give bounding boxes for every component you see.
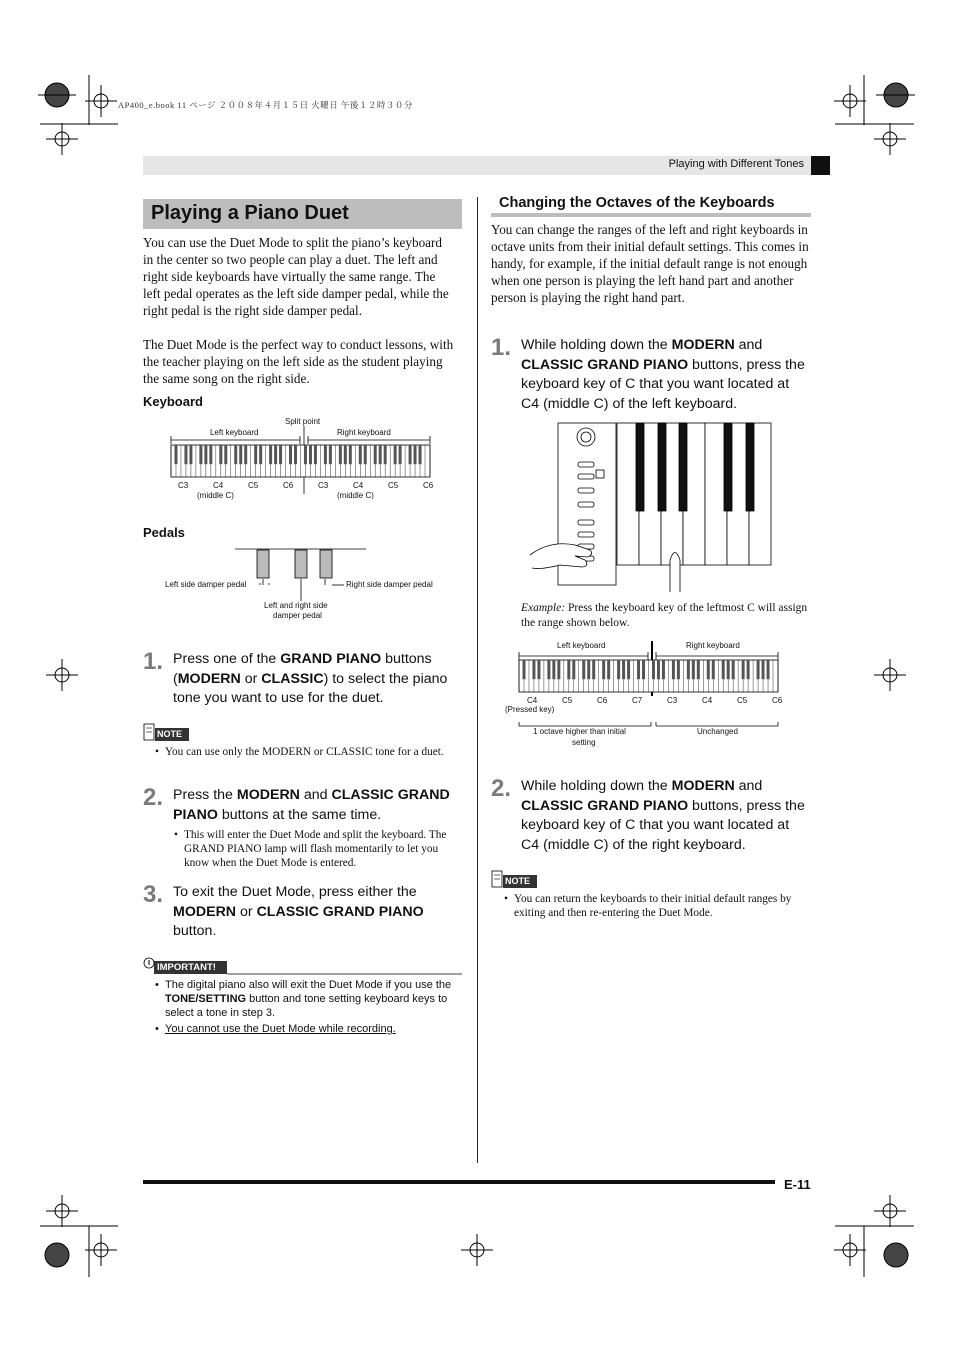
black-key	[419, 445, 422, 464]
range-note-label: C4	[527, 696, 538, 705]
black-key	[697, 660, 700, 679]
black-key	[687, 660, 690, 679]
black-key	[582, 660, 585, 679]
octave-step-2-text: While holding down the MODERN and CLASSIC GRAND PIANO buttons, press the keyboard key of C that you want located at C4 (middle C) of the right keyboard.	[521, 778, 805, 853]
note-label: C4	[353, 481, 364, 490]
black-key	[189, 445, 192, 464]
range-note-label: C4	[702, 696, 713, 705]
black-key	[762, 660, 765, 679]
step-3-text: To exit the Duet Mode, press either the MODERN or CLASSIC GRAND PIANO button.	[173, 884, 424, 940]
note-label: C3	[178, 481, 189, 490]
range-note-label: C5	[737, 696, 748, 705]
black-key	[359, 445, 362, 464]
black-key	[224, 445, 227, 464]
pedal-diagram	[160, 545, 460, 625]
footer-rule	[143, 1180, 775, 1184]
intro-paragraph-2: The Duet Mode is the perfect way to conduct lessons, with the teacher playing on the left side as the student playing the same song on the right side.	[143, 337, 454, 386]
black-key	[617, 660, 620, 679]
black-key	[722, 660, 725, 679]
black-key	[379, 445, 382, 464]
black-key	[662, 660, 665, 679]
running-header-tab	[811, 156, 830, 175]
octave-range-diagram	[505, 638, 795, 753]
black-key	[652, 660, 655, 679]
black-key	[557, 660, 560, 679]
right-damper-pedal-label: Right side damper pedal	[346, 580, 433, 589]
octave-higher-label-line2: setting	[572, 738, 596, 747]
black-key	[329, 445, 332, 464]
black-key	[547, 660, 550, 679]
black-key	[274, 445, 277, 464]
step-1-text: Press one of the GRAND PIANO buttons (MODERN or CLASSIC) to select the piano tone you want to use for the duet.	[173, 651, 448, 707]
black-key	[344, 445, 347, 464]
black-key	[622, 660, 625, 679]
range-left-keyboard-label: Left keyboard	[557, 641, 606, 650]
middle-c-label: (middle C)	[337, 491, 374, 500]
both-damper-pedal-label-line1: Left and right side	[264, 601, 328, 610]
black-key	[304, 445, 307, 464]
black-key	[269, 445, 272, 464]
intro-paragraph-1: You can use the Duet Mode to split the piano’s keyboard in the center so two people can play a duet. The left and right side keyboards have virtually the same range. The left pedal operates as the left side damper pedal, while the right pedal is the right side damper pedal.	[143, 235, 449, 318]
black-key	[409, 445, 412, 464]
step-3-number: 3.	[143, 881, 164, 908]
black-key	[607, 660, 610, 679]
both-damper-pedal-label-line2: damper pedal	[273, 611, 322, 620]
black-key	[294, 445, 297, 464]
black-key	[374, 445, 377, 464]
black-key	[552, 660, 555, 679]
black-key	[199, 445, 202, 464]
pressed-key-label: (Pressed key)	[505, 705, 555, 714]
range-note-label: C6	[597, 696, 608, 705]
range-note-label: C6	[772, 696, 783, 705]
running-header-title: Playing with Different Tones	[668, 158, 804, 170]
range-note-label: C7	[632, 696, 643, 705]
octave-step-1-text: While holding down the MODERN and CLASSIC GRAND PIANO buttons, press the keyboard key of C that you want located at C4 (middle C) of the left keyboard.	[521, 337, 805, 412]
black-key	[184, 445, 187, 464]
black-key	[742, 660, 745, 679]
keyboard-diagram-graphic	[165, 414, 445, 494]
note-2-badge-label: NOTE	[505, 876, 531, 886]
black-key	[204, 445, 207, 464]
black-key	[677, 660, 680, 679]
black-key	[642, 660, 645, 679]
important-bullet-2: • You cannot use the Duet Mode while recording.	[155, 1023, 396, 1035]
range-keyboard-graphic	[505, 638, 795, 738]
note-label: C5	[248, 481, 259, 490]
black-key	[399, 445, 402, 464]
black-key	[244, 445, 247, 464]
range-note-label: C3	[667, 696, 678, 705]
black-key	[672, 660, 675, 679]
right-keyboard-label: Right keyboard	[337, 428, 391, 437]
keyboard-heading: Keyboard	[143, 394, 203, 409]
important-header	[143, 955, 463, 977]
unchanged-label: Unchanged	[697, 727, 738, 736]
black-key	[239, 445, 242, 464]
step-2-bullet: • This will enter the Duet Mode and split the keyboard. The GRAND PIANO lamp will flash momentarily to let you know when the Duet Mode is entered.	[174, 829, 447, 869]
black-key	[522, 660, 525, 679]
black-key	[234, 445, 237, 464]
important-badge-label: IMPORTANT!	[157, 962, 216, 973]
section-title: Playing a Piano Duet	[151, 202, 349, 224]
pedals-heading: Pedals	[143, 525, 185, 540]
black-key	[732, 660, 735, 679]
middle-c-label: (middle C)	[197, 491, 234, 500]
black-key	[349, 445, 352, 464]
print-info-line: AP400_e.book 11 ページ ２００８年４月１５日 火曜日 午後１２時３０分	[118, 100, 413, 110]
black-key	[364, 445, 367, 464]
subsection-title: Changing the Octaves of the Keyboards	[499, 195, 775, 211]
split-point-label: Split point	[285, 417, 321, 426]
page-number: E-11	[784, 1177, 811, 1192]
step-2-number: 2.	[143, 784, 164, 811]
black-key	[339, 445, 342, 464]
piano-keyboard-illustration	[520, 420, 780, 595]
black-key	[209, 445, 212, 464]
left-keyboard-label: Left keyboard	[210, 428, 259, 437]
left-damper-pedal-label: Left side damper pedal	[165, 580, 247, 589]
black-key	[314, 445, 317, 464]
octave-intro-paragraph: You can change the ranges of the left and right keyboards in octave units from their initial default settings. This comes in handy, for example, if the initial default range is not enough when one person is playing the left hand part and another person is playing the right hand part.	[491, 222, 809, 305]
black-key	[712, 660, 715, 679]
black-key	[324, 445, 327, 464]
black-key	[384, 445, 387, 464]
black-key	[537, 660, 540, 679]
note-label: C4	[213, 481, 224, 490]
black-key	[532, 660, 535, 679]
black-key	[309, 445, 312, 464]
range-note-label: C5	[562, 696, 573, 705]
octave-step-1-number: 1.	[491, 334, 512, 361]
note-label: C6	[283, 481, 294, 490]
octave-higher-label-line1: 1 octave higher than initial	[533, 727, 626, 736]
black-key	[692, 660, 695, 679]
subsection-title-rule	[491, 213, 811, 217]
black-key	[414, 445, 417, 464]
step-2-text: Press the MODERN and CLASSIC GRAND PIANO buttons at the same time.	[173, 787, 450, 823]
black-key	[637, 660, 640, 679]
keyboard-split-diagram	[165, 414, 445, 514]
black-key	[757, 660, 760, 679]
step-1-number: 1.	[143, 648, 164, 675]
black-key	[657, 660, 660, 679]
black-key	[219, 445, 222, 464]
column-divider	[477, 197, 478, 1163]
black-key	[707, 660, 710, 679]
black-key	[587, 660, 590, 679]
octave-step-2-number: 2.	[491, 775, 512, 802]
black-key	[592, 660, 595, 679]
note-label: C5	[388, 481, 399, 490]
important-bullet-1: • The digital piano also will exit the Duet Mode if you use the TONE/SETTING button and tone setting keyboard keys to select a tone in step 3.	[155, 979, 452, 1019]
range-right-keyboard-label: Right keyboard	[686, 641, 740, 650]
note-label: C6	[423, 481, 434, 490]
black-key	[767, 660, 770, 679]
black-key	[602, 660, 605, 679]
black-key	[289, 445, 292, 464]
black-key	[174, 445, 177, 464]
example-caption: Example: Press the keyboard key of the leftmost C will assign the range shown below.	[521, 602, 808, 629]
black-key	[567, 660, 570, 679]
black-key	[394, 445, 397, 464]
black-key	[747, 660, 750, 679]
black-key	[279, 445, 282, 464]
black-key	[572, 660, 575, 679]
black-key	[254, 445, 257, 464]
note-1-badge-label: NOTE	[157, 729, 183, 739]
black-key	[727, 660, 730, 679]
note-label: C3	[318, 481, 329, 490]
black-key	[259, 445, 262, 464]
note-1-bullet: • You can use only the MODERN or CLASSIC tone for a duet.	[155, 746, 444, 758]
black-key	[627, 660, 630, 679]
note-2-bullet: • You can return the keyboards to their initial default ranges by exiting and then re-entering the Duet Mode.	[504, 893, 792, 919]
